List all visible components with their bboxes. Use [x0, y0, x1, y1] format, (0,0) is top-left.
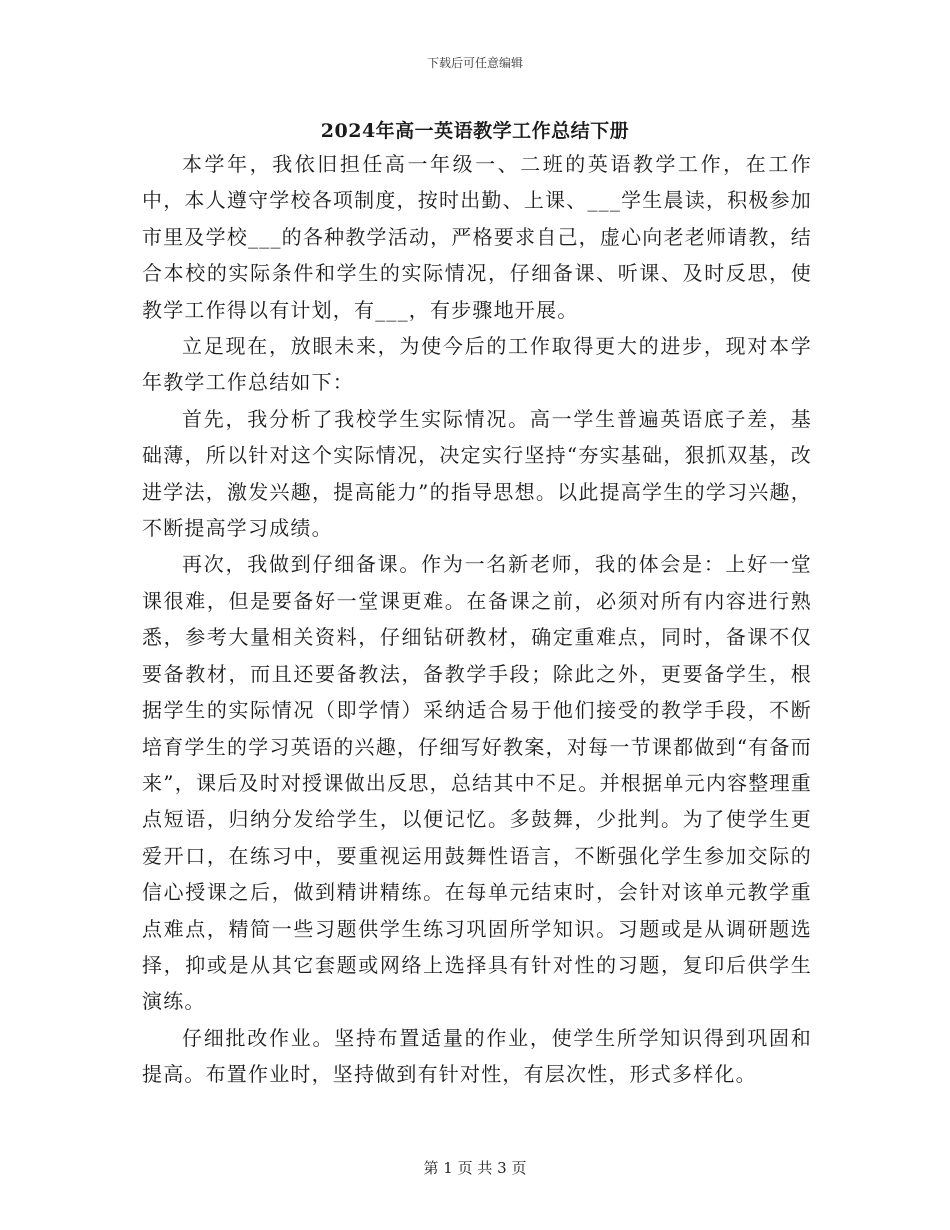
- paragraph-5: 仔细批改作业。坚持布置适量的作业，使学生所学知识得到巩固和提高。布置作业时，坚持做到有针对性，有层次性，形式多样化。: [142, 1025, 812, 1087]
- document-title: 2024年高一英语教学工作总结下册: [320, 120, 630, 142]
- page-number: 第 1 页 共 3 页: [423, 1159, 527, 1177]
- paragraph-1: 本学年，我依旧担任高一年级一、二班的英语教学工作，在工作中，本人遵守学校各项制度，按时出勤、上课、___学生晨读，积极参加市里及学校___的各种教学活动，严格要求自己，虚心向老老师请教，结合本校的实际条件和学生的实际情况，仔细备课、听课、及时反思，使教学工作得以有计划，有___，有步骤地开展。: [142, 152, 812, 322]
- paragraph-4: 再次，我做到仔细备课。作为一名新老师，我的体会是：上好一堂课很难，但是要备好一堂课更难。在备课之前，必须对所有内容进行熟悉，参考大量相关资料，仔细钻研教材，确定重难点，同时，备课不仅要备教材，而且还要备教法，备教学手段；除此之外，更要备学生，根据学生的实际情况（即学情）采纳适合易于他们接受的教学手段，不断培育学生的学习英语的兴趣，仔细写好教案，对每一节课都做到“有备而来”，课后及时对授课做出反思，总结其中不足。并根据单元内容整理重点短语，归纳分发给学生，以便记忆。多鼓舞，少批判。为了使学生更爱开口，在练习中，要重视运用鼓舞性语言，不断强化学生参加交际的信心授课之后，做到精讲精练。在每单元结束时，会针对该单元教学重点难点，精简一些习题供学生练习巩固所学知识。习题或是从调研题选择，抑或是从其它套题或网络上选择具有针对性的习题，复印后供学生演练。: [142, 552, 812, 1014]
- paragraph-2: 立足现在，放眼未来，为使今后的工作取得更大的进步，现对本学年教学工作总结如下：: [142, 334, 812, 395]
- document-body: [142, 146, 812, 1093]
- paragraph-3: 首先，我分析了我校学生实际情况。高一学生普遍英语底子差，基础薄，所以针对这个实际情况，决定实行坚持“夯实基础，狠抓双基，改进学法，激发兴趣，提高能力”的指导思想。以此提高学生的学习兴趣，不断提高学习成绩。: [142, 406, 812, 541]
- header-note: 下载后可任意编辑: [426, 56, 523, 70]
